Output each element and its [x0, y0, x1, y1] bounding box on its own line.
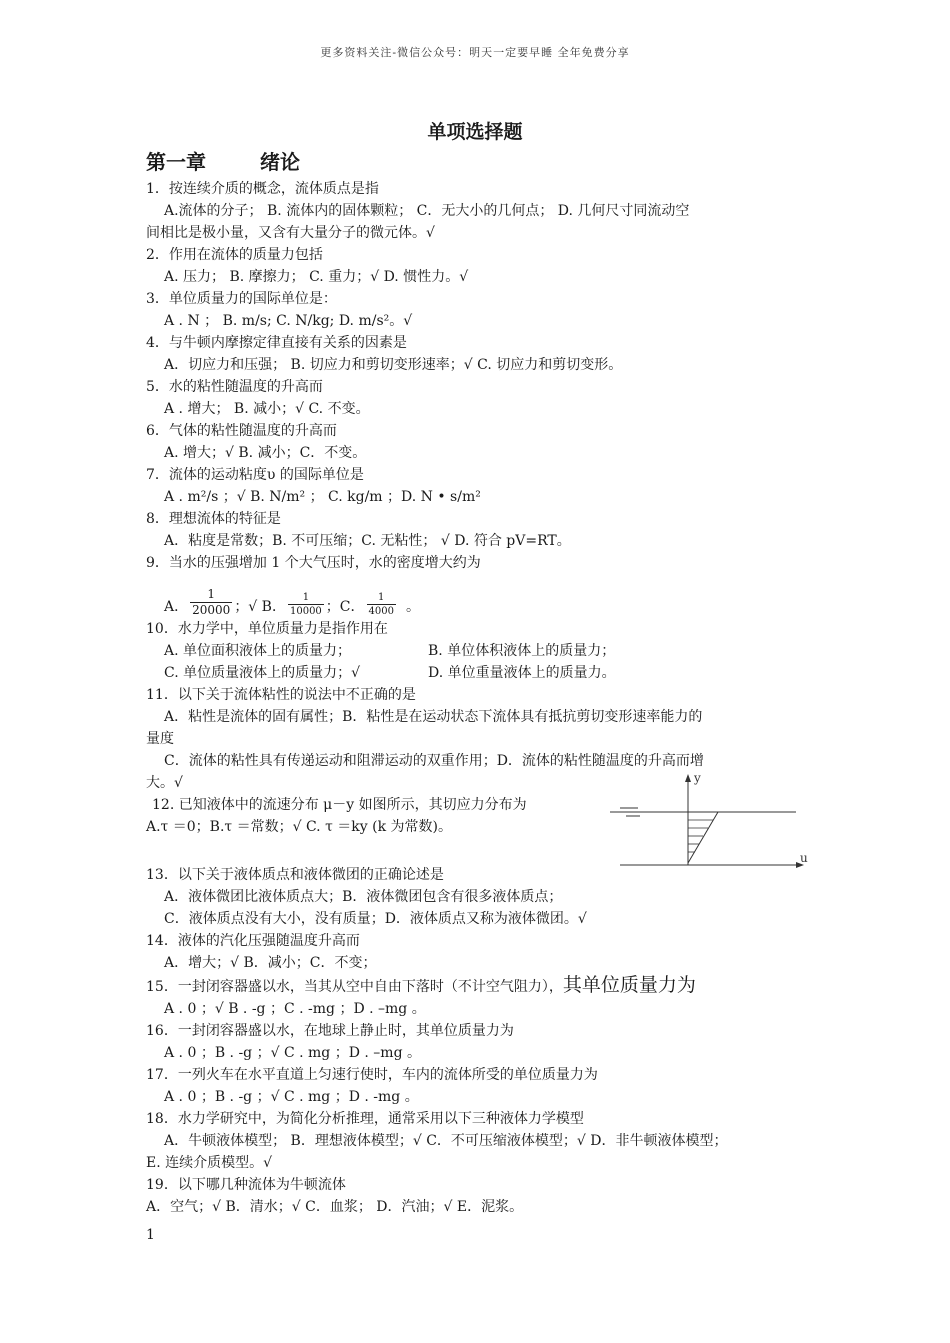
question-2: 2．作用在流体的质量力包括 [146, 247, 323, 263]
question-10-options-row2 [146, 662, 814, 684]
q9-fraction-c-den: 4000 [368, 606, 394, 617]
question-8: 8．理想流体的特征是 [146, 511, 281, 527]
q9-fraction-a [190, 587, 232, 618]
q9-fraction-b-num: 1 [288, 591, 324, 605]
q9-fraction-a-den: 20000 [192, 603, 231, 617]
question-12-options: A.τ ＝0；B.τ ＝常数；√ C. τ ＝ky (k 为常数)。 [146, 819, 452, 835]
question-1: 1．按连续介质的概念，流体质点是指 [146, 181, 379, 197]
question-18-options-cont: E. 连续介质模型。√ [146, 1155, 273, 1171]
question-2-options: A. 压力； B. 摩擦力； C. 重力；√ D. 惯性力。√ [164, 269, 469, 285]
q9-fraction-c [367, 591, 396, 618]
question-7: 7．流体的运动粘度υ 的国际单位是 [146, 467, 364, 483]
page-header: 更多资料关注-微信公众号：明天一定要早睡 全年免费分享 [320, 46, 630, 59]
question-19: 19．以下哪几种流体为牛顿流体 [146, 1177, 346, 1193]
question-6: 6．气体的粘性随温度的升高而 [146, 423, 337, 439]
question-15-options: A . 0 ；√ B . -g ；C . -mg ；D . –mg 。 [164, 1001, 426, 1017]
page-number: 1 [146, 1227, 155, 1243]
question-10: 10．水力学中，单位质量力是指作用在 [146, 621, 388, 637]
question-17: 17．一列火车在水平直道上匀速行使时，车内的流体所受的单位质量力为 [146, 1067, 598, 1083]
q9-option-a-label: A． [164, 599, 189, 615]
q9-fraction-a-num: 1 [190, 587, 232, 603]
chapter-name: 绪论 [260, 150, 300, 174]
question-5-options: A . 增大； B. 减小；√ C. 不变。 [164, 401, 370, 417]
question-11-options-c-cont: 大。√ [146, 775, 183, 791]
question-13-options-b: C．液体质点没有大小，没有质量；D．液体质点又称为液体微团。√ [164, 911, 587, 927]
q9-option-c-label: ；C． [325, 599, 365, 615]
question-19-options: A．空气；√ B．清水；√ C．血浆； D．汽油；√ E．泥浆。 [146, 1199, 524, 1215]
chapter-label: 第一章 [146, 150, 206, 174]
question-3: 3．单位质量力的国际单位是： [146, 291, 337, 307]
q10-option-c: C. 单位质量液体上的质量力；√ [164, 665, 361, 681]
y-axis-label: y [694, 771, 701, 785]
question-5: 5．水的粘性随温度的升高而 [146, 379, 323, 395]
q9-end: 。 [405, 599, 420, 615]
question-1-options-cont: 间相比是极小量，又含有大量分子的微元体。√ [146, 225, 435, 241]
q10-option-d: D. 单位重量液体上的质量力。 [428, 665, 616, 681]
question-18-options: A．牛顿液体模型； B．理想液体模型；√ C．不可压缩液体模型；√ D．非牛顿液体模型； [164, 1133, 728, 1149]
question-list [146, 178, 814, 1218]
question-4-options: A．切应力和压强； B. 切应力和剪切变形速率；√ C. 切应力和剪切变形。 [164, 357, 623, 373]
question-9: 9．当水的压强增加 1 个大气压时，水的密度增大约为 [146, 555, 481, 571]
question-3-options: A . N ； B. m/s; C. N/kg; D. m/s²。√ [164, 313, 413, 329]
question-8-options: A．粘度是常数；B. 不可压缩；C. 无粘性； √ D. 符合 pV=RT。 [164, 533, 571, 549]
question-11-options-a: A．粘性是流体的固有属性；B．粘性是在运动状态下流体具有抵抗剪切变形速率能力的 [164, 709, 703, 725]
question-1-options: A.流体的分子； B. 流体内的固体颗粒； C．无大小的几何点； D. 几何尺寸同流动空 [164, 203, 690, 219]
q10-option-b: B. 单位体积液体上的质量力； [428, 643, 616, 659]
question-16-options: A . 0 ；B . -g ；√ C . mg ；D . –mg 。 [164, 1045, 421, 1061]
question-10-options-row1 [146, 640, 814, 662]
question-16: 16．一封闭容器盛以水，在地球上静止时，其单位质量力为 [146, 1023, 514, 1039]
question-15-text: 15．一封闭容器盛以水，当其从空中自由下落时（不计空气阻力）， [146, 979, 563, 995]
question-6-options: A. 增大；√ B. 减小；C．不变。 [164, 445, 367, 461]
question-11-options-c: C．流体的粘性具有传递运动和阻滞运动的双重作用；D．流体的粘性随温度的升高而增 [164, 753, 704, 769]
question-11: 11．以下关于流体粘性的说法中不正确的是 [146, 687, 416, 703]
question-12: 12. 已知液体中的流速分布 μ－y 如图所示，其切应力分布为 [152, 797, 527, 813]
question-4: 4．与牛顿内摩擦定律直接有关系的因素是 [146, 335, 407, 351]
question-15 [146, 974, 814, 998]
velocity-profile-diagram [606, 768, 816, 873]
question-17-options: A . 0 ；B . -g ；√ C . mg ；D . -mg 。 [164, 1089, 419, 1105]
q9-option-b-label: ；√ B． [234, 599, 286, 615]
y-axis-arrow [685, 774, 691, 782]
question-14-options: A．增大；√ B．减小；C．不变； [164, 955, 377, 971]
question-15-text-large: 其单位质量力为 [562, 974, 696, 996]
q9-fraction-b [288, 591, 324, 618]
question-11-options-a-cont: 量度 [146, 731, 174, 747]
question-18: 18．水力学研究中，为简化分析推理，通常采用以下三种液体力学模型 [146, 1111, 584, 1127]
question-7-options: A . m²/s ；√ B. N/m² ； C. kg/m ；D. N • s/m² [164, 489, 481, 505]
u-axis-label: u [800, 851, 808, 865]
question-13: 13．以下关于液体质点和液体微团的正确论述是 [146, 867, 444, 883]
velocity-arrows [688, 820, 713, 852]
question-13-options-a: A．液体微团比液体质点大；B．液体微团包含有很多液体质点； [164, 889, 563, 905]
question-14: 14．液体的汽化压强随温度升高而 [146, 933, 360, 949]
page-title: 单项选择题 [427, 121, 523, 143]
q10-option-a: A. 单位面积液体上的质量力； [164, 643, 352, 659]
q9-fraction-b-den: 10000 [289, 606, 322, 617]
question-9-options [146, 584, 814, 618]
q9-fraction-c-num: 1 [367, 591, 396, 605]
chapter-heading [146, 146, 300, 175]
